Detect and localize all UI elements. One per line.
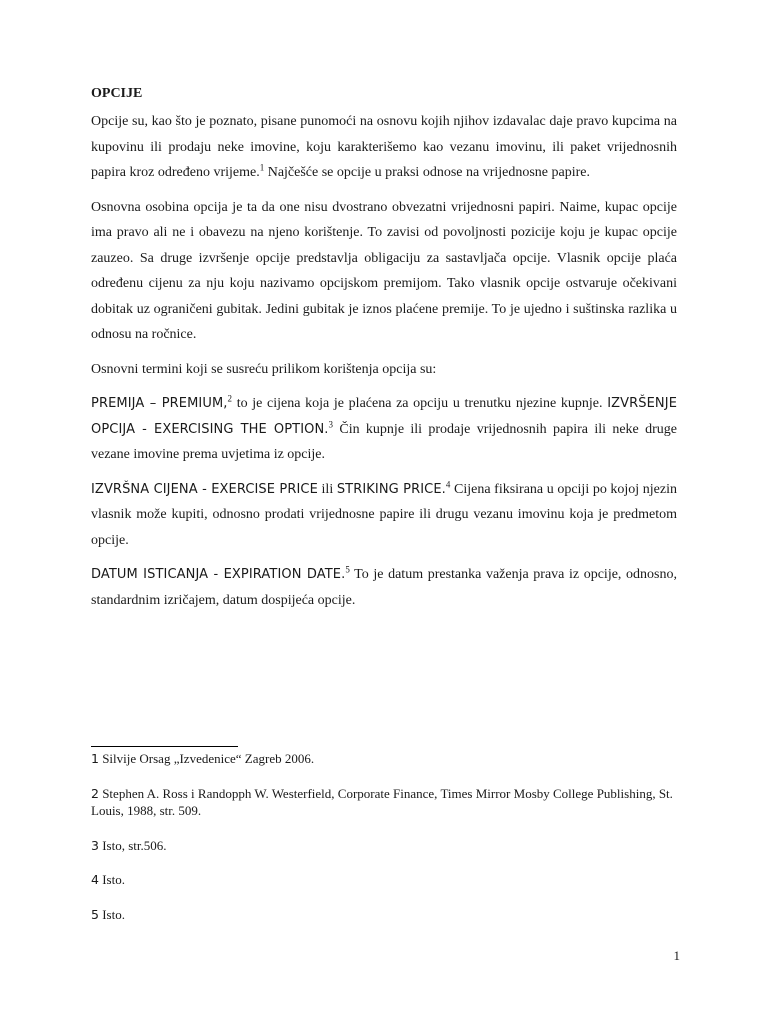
footnote-1 bbox=[91, 750, 677, 768]
paragraph-expiration-date bbox=[91, 562, 677, 613]
footnote-4 bbox=[91, 871, 677, 889]
term-expiration-date: DATUM ISTICANJA - EXPIRATION DATE. bbox=[91, 567, 346, 582]
footnote-ref-1[interactable]: 1 bbox=[259, 162, 265, 173]
paragraph-intro-text-b: Najčešće se opcije u praksi odnose na vrijednosne papire. bbox=[264, 165, 590, 180]
term-premium: PREMIJA – PREMIUM, bbox=[91, 396, 228, 411]
exercise-price-definition: Cijena fiksirana u opciji po kojoj njezin vlasnik može kupiti, odnosno prodati vrijednosne papire ili drugu vezanu imovinu koja je predmetom opcije. bbox=[91, 481, 678, 548]
exercising-definition: Čin kupnje ili prodaje vrijednosnih papira ili neke druge vezane imovine prema uvjetima iz opcije. bbox=[91, 421, 677, 462]
paragraph-terms-intro: Osnovni termini koji se susreću prilikom korištenja opcija su: bbox=[91, 361, 437, 377]
footnote-text: Stephen A. Ross i Randopph W. Westerfield, Corporate Finance, Times Mirror Mosby College Publishing, St. Louis, 1988, str. 509. bbox=[91, 785, 673, 818]
footnote-number: 1 bbox=[91, 751, 99, 766]
footnote-3 bbox=[91, 837, 677, 855]
footnote-text: Silvije Orsag „Izvedenice“ Zagreb 2006. bbox=[98, 751, 315, 766]
premium-definition: to je cijena koja je plaćena za opciju u trenutku njezine kupnje. bbox=[232, 396, 608, 411]
footnote-ref-3[interactable]: 3 bbox=[328, 418, 334, 429]
term-striking-price: STRIKING PRICE. bbox=[336, 481, 446, 497]
term-exercise-price: IZVRŠNA CIJENA - EXERCISE PRICE bbox=[91, 481, 318, 497]
footnote-number: 2 bbox=[91, 785, 99, 801]
footnote-number: 5 bbox=[91, 906, 99, 922]
footnote-separator bbox=[91, 746, 238, 747]
paragraph-basic-property: Osnovna osobina opcija je ta da one nisu dvostrano obvezatni vrijednosni papiri. Naime, kupac opcije ima pravo ali ne i obavezu na njeno korištenje. To zavisi od povoljnosti pozicije koju je kupac opcije zauzeo. Sa druge izvršenje opcije predstavlja obligaciju za sastavljača opcije. Vlasnik opcije plaća određenu cijenu za nju koju nazivamo opcijskom premijom. Tako vlasnik opcije ostvaruje očekivani dobitak uz ograničeni gubitak. Jedini gubitak je iznos plaćene premije. To je ujedno i suštinska razlika u odnosu na ročnice. bbox=[91, 199, 677, 342]
footnote-ref-4[interactable]: 4 bbox=[445, 478, 451, 489]
paragraph-exercise-price bbox=[91, 477, 677, 554]
footnote-ref-2[interactable]: 2 bbox=[227, 393, 233, 404]
document-page bbox=[91, 84, 677, 622]
footnote-5 bbox=[91, 906, 677, 924]
footnote-text: Isto. bbox=[98, 906, 125, 922]
footnote-text: Isto, str.506. bbox=[98, 837, 167, 853]
page-number: 1 bbox=[673, 948, 680, 963]
footnote-2 bbox=[91, 785, 677, 820]
term-exercising: IZVRŠENJE OPCIJA - EXERCISING THE OPTION. bbox=[91, 396, 678, 437]
footnote-number: 4 bbox=[91, 872, 99, 887]
paragraph-intro bbox=[91, 109, 677, 186]
paragraph-premium bbox=[91, 391, 677, 468]
footnotes-section bbox=[91, 746, 677, 940]
footnote-number: 3 bbox=[91, 837, 99, 853]
footnote-ref-5[interactable]: 5 bbox=[345, 564, 350, 575]
paragraph-intro-text-a: Opcije su, kao što je poznato, pisane punomoći na osnovu kojih njihov izdavalac daje pravo kupcima na kupovinu ili prodaju neke imovine, koju karakterišemo kao vezanu imovinu, ili paket vrijednosnih papira kroz određeno vrijeme. bbox=[91, 114, 677, 180]
footnote-text: Isto. bbox=[98, 872, 125, 887]
expiration-date-definition: To je datum prestanka važenja prava iz opcije, odnosno, standardnim izričajem, datum dospijeća opcije. bbox=[91, 567, 677, 608]
term-connector: ili bbox=[317, 481, 337, 497]
section-title: OPCIJE bbox=[91, 86, 143, 101]
